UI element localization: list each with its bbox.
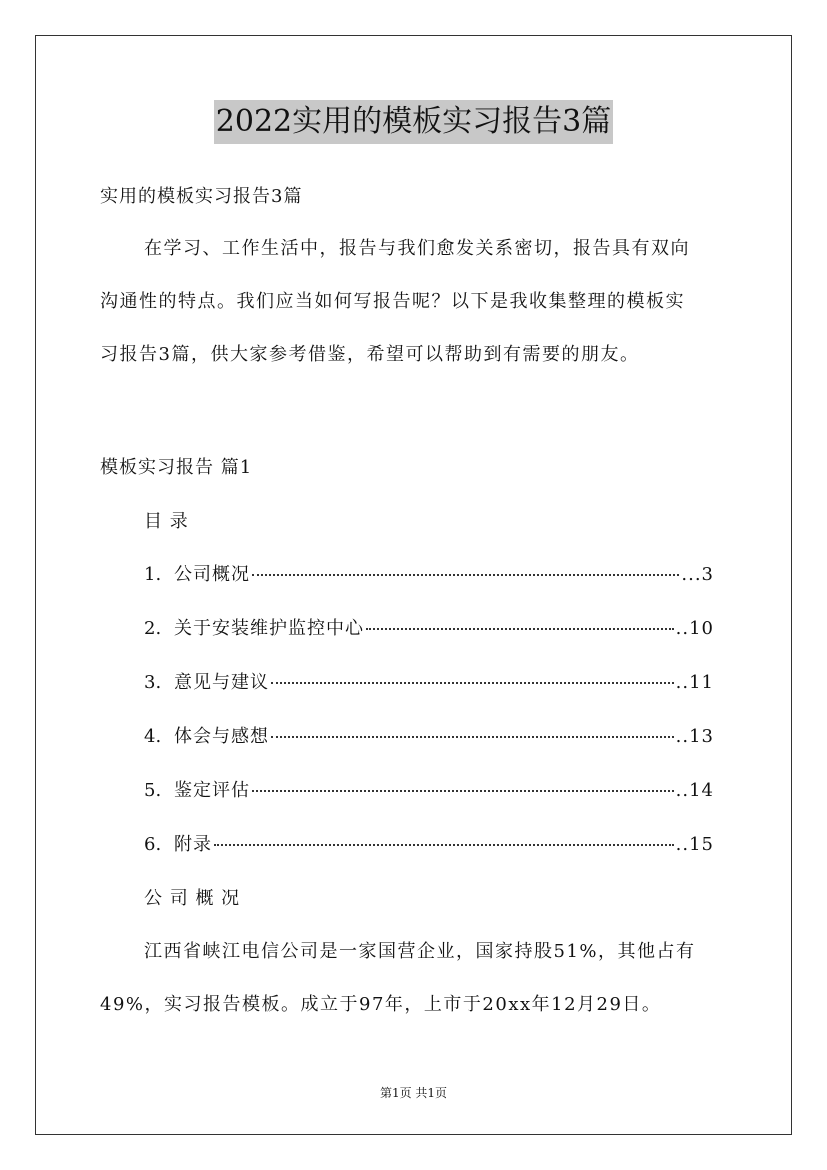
intro-paragraph: [100, 222, 730, 381]
toc-label: 公司概况: [174, 564, 250, 585]
intro-line-3: 习报告3篇，供大家参考借鉴，希望可以帮助到有需要的朋友。: [100, 344, 640, 365]
subtitle: 实用的模板实习报告3篇: [100, 186, 303, 207]
toc-page: ..10: [675, 618, 714, 639]
toc-leader-dots: [252, 790, 674, 792]
toc-leader-dots: [271, 682, 674, 684]
intro-line-2: 沟通性的特点。我们应当如何写报告呢？以下是我收集整理的模板实: [100, 291, 685, 312]
company-heading: 公 司 概 况: [144, 888, 241, 909]
company-line-2: 49%，实习报告模板。成立于97年，上市于20xx年12月29日。: [100, 994, 662, 1015]
section-heading: 模板实习报告 篇1: [100, 457, 253, 478]
company-line-1: 江西省峡江电信公司是一家国营企业，国家持股51%，其他占有: [144, 941, 696, 962]
toc-leader-dots: [366, 628, 674, 630]
toc-label: 意见与建议: [174, 672, 269, 693]
title-container: [0, 100, 827, 144]
toc-number: 3.: [144, 672, 162, 693]
toc-leader-dots: [252, 574, 679, 576]
toc-label: 体会与感想: [174, 726, 269, 747]
toc-label: 鉴定评估: [174, 780, 250, 801]
toc-number: 6.: [144, 834, 162, 855]
toc-number: 4.: [144, 726, 162, 747]
toc-page: ...3: [681, 564, 714, 585]
toc-item: [144, 722, 714, 752]
toc-item: [144, 560, 714, 590]
toc-leader-dots: [214, 844, 674, 846]
toc-number: 5.: [144, 780, 162, 801]
toc-heading: 目 录: [144, 511, 189, 532]
toc-label: 关于安装维护监控中心: [174, 618, 364, 639]
toc-number: 1.: [144, 564, 162, 585]
toc-item: [144, 668, 714, 698]
toc-item: [144, 614, 714, 644]
toc-number: 2.: [144, 618, 162, 639]
toc-page: ..15: [675, 834, 714, 855]
toc-label: 附录: [174, 834, 212, 855]
company-paragraph: [100, 925, 730, 1031]
toc-page: ..13: [675, 726, 714, 747]
toc-page: ..14: [675, 780, 714, 801]
document-title: 2022实用的模板实习报告3篇: [214, 100, 613, 144]
toc-page: ..11: [675, 672, 714, 693]
toc-item: [144, 776, 714, 806]
intro-line-1: 在学习、工作生活中，报告与我们愈发关系密切，报告具有双向: [144, 238, 690, 259]
toc-leader-dots: [271, 736, 674, 738]
toc-item: [144, 830, 714, 860]
page-footer: 第1页 共1页: [379, 1086, 448, 1100]
